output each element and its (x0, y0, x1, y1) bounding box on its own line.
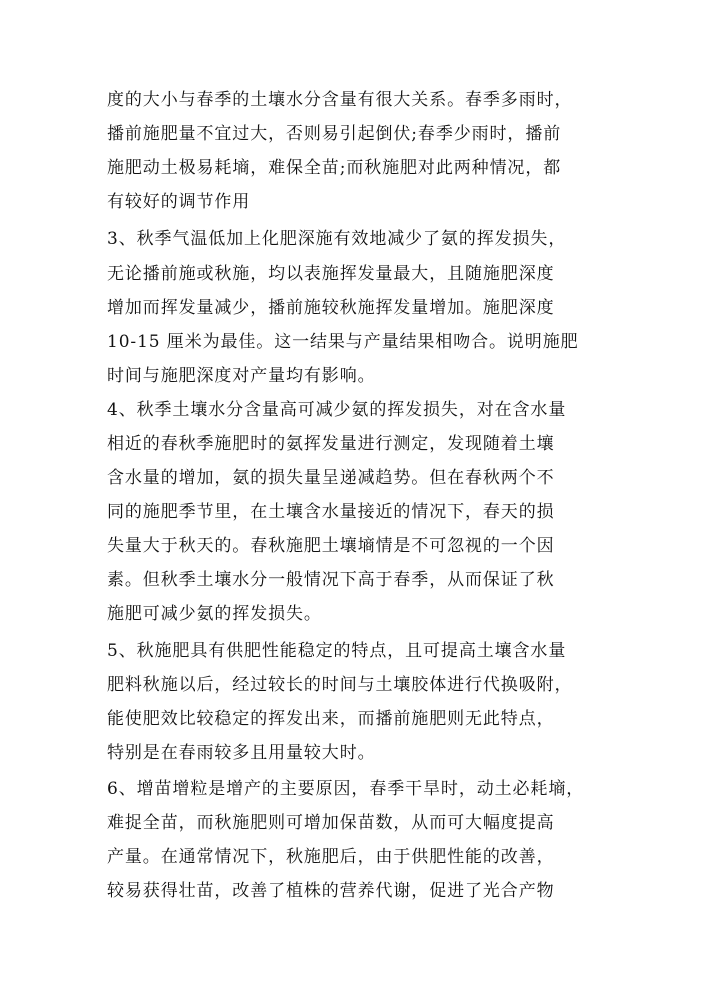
text-line: 难捉全苗，而秋施肥则可增加保苗数，从而可大幅度提高 (107, 813, 555, 833)
text-line: 失量大于秋天的。春秋施肥土壤墒情是不可忽视的一个因 (107, 536, 555, 556)
text-line: 相近的春秋季施肥时的氨挥发量进行测定，发现随着土壤 (107, 434, 555, 454)
text-line: 施肥动土极易耗墒，难保全苗;而秋施肥对此两种情况，都 (107, 158, 562, 178)
text-line: 5、秋施肥具有供肥性能稳定的特点，且可提高土壤含水量 (107, 641, 567, 661)
text-line: 10-15 厘米为最佳。这一结果与产量结果相吻合。说明施肥 (107, 332, 579, 352)
text-line: 同的施肥季节里，在土壤含水量接近的情况下，春天的损 (107, 502, 555, 522)
text-line: 含水量的增加，氨的损失量呈递减趋势。但在春秋两个不 (107, 468, 555, 488)
text-line: 素。但秋季土壤水分一般情况下高于春季，从而保证了秋 (107, 570, 555, 590)
text-line: 特别是在春雨较多且用量较大时。 (107, 743, 376, 763)
text-line: 能使肥效比较稳定的挥发出来，而播前施肥则无此特点， (107, 709, 555, 729)
text-line: 时间与施肥深度对产量均有影响。 (107, 366, 376, 386)
text-line: 3、秋季气温低加上化肥深施有效地减少了氨的挥发损失， (107, 229, 567, 249)
text-line: 增加而挥发量减少，播前施较秋施挥发量增加。施肥深度 (107, 298, 555, 318)
text-line: 肥料秋施以后，经过较长的时间与土壤胶体进行代换吸附， (107, 675, 573, 695)
text-line: 施肥可减少氨的挥发损失。 (107, 604, 322, 624)
text-line: 度的大小与春季的土壤水分含量有很大关系。春季多雨时， (107, 90, 573, 110)
text-line: 产量。在通常情况下，秋施肥后，由于供肥性能的改善， (107, 847, 555, 867)
text-line: 4、秋季土壤水分含量高可减少氨的挥发损失，对在含水量 (107, 400, 567, 420)
text-line: 6、增苗增粒是增产的主要原因，春季干旱时，动土必耗墒， (107, 779, 585, 799)
text-line: 播前施肥量不宜过大，否则易引起倒伏;春季少雨时，播前 (107, 124, 562, 144)
text-line: 有较好的调节作用 (107, 192, 251, 212)
text-line: 较易获得壮苗，改善了植株的营养代谢，促进了光合产物 (107, 881, 555, 901)
text-line: 无论播前施或秋施，均以表施挥发量最大，且随施肥深度 (107, 264, 555, 284)
